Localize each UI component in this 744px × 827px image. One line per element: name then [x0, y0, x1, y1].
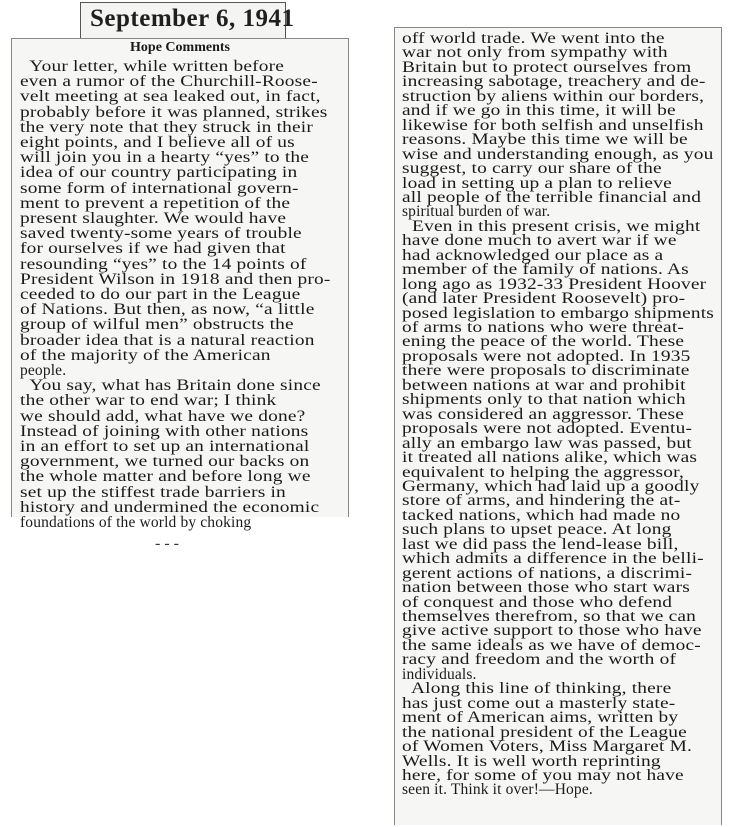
article-line: present slaughter. We would have [20, 210, 287, 227]
article-line: all people of the terrible financial and [402, 188, 702, 206]
article-line: racy and freedom and the worth of [402, 651, 677, 669]
article-line: eight points, and I believe all of us [20, 134, 295, 151]
article-line: such plans to upset peace. At long [402, 521, 672, 539]
article-line: individuals. [402, 665, 477, 683]
article-line: of the majority of the American [20, 346, 271, 364]
article-line: war not only from sympathy with [402, 44, 668, 62]
article-line: equivalent to helping the aggressor, [402, 463, 684, 481]
article-line: seen it. Think it over!—Hope. [402, 781, 593, 799]
article-line: people. [20, 362, 67, 379]
article-line: saved twenty-some years of trouble [20, 225, 302, 243]
article-line: the very note that they struck in their [20, 118, 314, 136]
article-line: themselves therefrom, so that we can [402, 608, 697, 625]
article-line: off world trade. We went into the [402, 30, 665, 47]
article-line: President Wilson in 1918 and then pro- [20, 270, 331, 288]
article-line: even a rumor of the Churchill-Roose- [20, 73, 318, 91]
article-line: load in setting up a plan to relieve [402, 174, 672, 192]
article-line: of conquest and those who defend [402, 593, 673, 611]
article-line: gerent actions of nations, a discrimi- [402, 564, 693, 582]
article-line: ment to prevent a repetition of the [20, 194, 291, 212]
article-line: group of wilful men” obstructs the [20, 316, 294, 334]
article-line: You say, what has Britain done since [20, 377, 321, 395]
article-line: of arms to nations who were threat- [402, 319, 685, 336]
article-line: between nations at war and prohibit [402, 376, 686, 394]
article-line: Your letter, while written before [20, 58, 285, 75]
article-line: struction by aliens within our borders, [402, 87, 705, 105]
article-line: ceeded to do our part in the League [20, 286, 301, 303]
article-line: Wells. It is well worth reprinting [402, 752, 661, 770]
article-line: wise and understanding enough, as you [402, 145, 714, 163]
article-line: shipments only to that nation which [402, 391, 686, 409]
article-line: was considered an aggressor. These [402, 405, 685, 423]
article-line: store of arms, and hindering the at- [402, 492, 681, 510]
article-line: Germany, which had laid up a goodly [402, 477, 700, 495]
article-line: some form of international govern- [20, 179, 299, 197]
article-line: probably before it was planned, strikes [20, 103, 328, 121]
article-line: foundations of the world by choking [20, 514, 252, 531]
article-line: idea of our country participating in [20, 164, 298, 182]
article-line: suggest, to carry our share of the [402, 160, 662, 178]
article-line: for ourselves if we had given that [20, 240, 286, 258]
article-line: had acknowledged our place as a [402, 246, 664, 264]
article-line: long ago as 1932-33 President Hoover [402, 275, 707, 293]
article-line: resounding “yes” to the 14 points of [20, 255, 307, 273]
date-heading: September 6, 1941 [90, 5, 295, 32]
article-line: posed legislation to embargo shipments [402, 304, 714, 322]
article-line: there were proposals to discriminate [402, 362, 690, 380]
article-line: in an effort to set up an international [20, 438, 310, 455]
article-line: the national president of the League [402, 723, 687, 741]
article-line: government, we turned our backs on [20, 453, 310, 471]
article-line: which admits a difference in the belli- [402, 550, 704, 568]
article-line: of Women Voters, Miss Margaret M. [402, 738, 693, 756]
article-line: increasing sabotage, treachery and de- [402, 73, 706, 91]
article-line: history and undermined the economic [20, 498, 320, 516]
article-line: of Nations. But then, as now, “a little [20, 301, 315, 319]
article-line: spiritual burden of war. [402, 203, 551, 221]
article-line: (and later President Roosevelt) pro- [402, 290, 686, 308]
article-line: proposals were not adopted. In 1935 [402, 347, 691, 365]
right-column-clipping [394, 27, 722, 825]
article-line: the whole matter and before long we [20, 468, 311, 486]
article-line: likewise for both selfish and unselfish [402, 116, 704, 134]
article-line: give active support to those who have [402, 622, 702, 640]
article-line: the other war to end war; I think [20, 392, 277, 410]
article-line: reasons. Maybe this time we will be [402, 131, 688, 149]
article-line: will join you in a hearty “yes” to the [20, 149, 310, 167]
article-line: broader idea that is a natural reaction [20, 331, 315, 349]
article-line: nation between those who start wars [402, 579, 690, 597]
article-line: Britain but to protect ourselves from [402, 58, 692, 76]
column-title: Hope Comments [130, 40, 230, 55]
article-line: the same ideals as we have of democ- [402, 636, 701, 654]
article-line: we should add, what have we done? [20, 407, 306, 425]
article-line: tacked nations, which had made no [402, 506, 681, 524]
article-line: set up the stiffest trade barriers in [20, 483, 286, 501]
article-line: has just come out a masterly state- [402, 694, 676, 712]
stray-mark: - - - [155, 535, 179, 552]
article-line: Instead of joining with other nations [20, 422, 309, 440]
article-line: proposals were not adopted. Eventu- [402, 420, 693, 438]
article-line: member of the family of nations. As [402, 261, 689, 279]
article-line: here, for some of you may not have [402, 766, 684, 784]
article-line: it treated all nations alike, which was [402, 449, 698, 467]
left-column-clipping [11, 38, 349, 531]
article-line: ally an embargo law was passed, but [402, 434, 692, 452]
article-line: Even in this present crisis, we might [402, 217, 701, 235]
article-line: and if we go in this time, it will be [402, 102, 676, 120]
article-line: last we did pass the lend-lease bill, [402, 535, 679, 553]
article-line: velt meeting at sea leaked out, in fact, [20, 88, 321, 106]
article-line: Along this line of thinking, there [402, 680, 672, 698]
article-line: ment of American aims, written by [402, 709, 679, 727]
article-line: have done much to avert war if we [402, 232, 677, 250]
article-line: ening the peace of the world. These [402, 333, 685, 351]
